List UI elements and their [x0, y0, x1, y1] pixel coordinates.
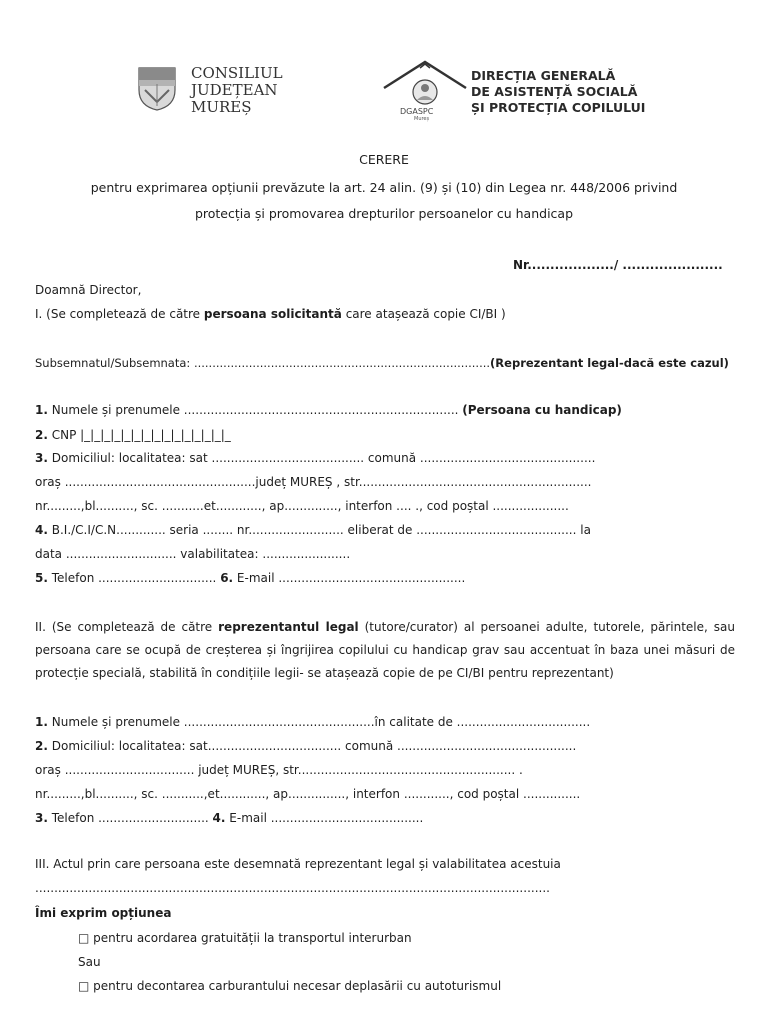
s1-address-line-3: nr.........,bl.........., sc. ...........et............, ap.............., interfon .... ., cod poștal .................... [35, 499, 569, 513]
section-2-suffix: (tutore/curator) al persoanei adulte, tutorele, părintele, sau persoana care se ocupă de creșterea și îngrijirea copilului cu handicap grav sau accentuat în baza unei măsuri de protecție specială, stabilită în condițiile legii- se atașează copie de pe CI/BI pentru reprezentant) [35, 620, 735, 680]
s1-address-label: Domiciliul: localitatea: sat ........................................ comună .............................................. [47, 451, 596, 465]
s1-id-date-line: data ............................. valabilitatea: ....................... [35, 547, 351, 561]
s2-name-label: Numele și prenumele ..................................................în calitate de ................................... [47, 715, 591, 729]
council-line-2: JUDEȚEAN [191, 81, 278, 99]
dgaspc-logo-sub: Mureș [414, 116, 430, 122]
s1-field-number-5: 5. [35, 571, 48, 585]
dgaspc-name [471, 68, 645, 116]
council-name [191, 65, 283, 116]
s2-address-label: Domiciliul: localitatea: sat................................... comună ............................................... [47, 739, 577, 753]
subsemnatul-note: (Reprezentant legal-dacă este cazul) [490, 356, 729, 370]
s1-field-number-3: 3. [35, 451, 48, 465]
dgaspc-logo [380, 58, 470, 122]
section-2-bold: reprezentantul legal [218, 620, 359, 634]
document-subtitle-line-2: protecția și promovarea drepturilor persoanelor cu handicap [194, 206, 574, 221]
s2-address-line-2: oraș .................................. județ MUREȘ, str......................................................... . [35, 763, 523, 777]
section-2-prefix: II. (Se completează de către [35, 620, 219, 634]
dgaspc-logo-text: DGASPC [400, 107, 434, 116]
section-2-heading [35, 616, 735, 685]
dgaspc-line-1: DIRECȚIA GENERALĂ [471, 68, 616, 83]
s1-field-number-4: 4. [35, 523, 48, 537]
section-1-prefix: I. (Se completează de către [35, 307, 204, 321]
s2-contact-field [35, 811, 423, 825]
s1-id-field [35, 523, 591, 537]
registry-number: Nr.................../ ...................... [513, 258, 723, 272]
section-1-heading [35, 307, 506, 321]
section-1-suffix: care atașează copie CI/BI ) [341, 307, 506, 321]
s1-address-line-2: oraș ..................................................județ MUREȘ , str............................................................. [35, 475, 592, 489]
s1-contact-field [35, 571, 465, 585]
s2-address-field [35, 739, 576, 753]
s1-cnp-field [35, 428, 231, 442]
s1-id-label: B.I./C.I/C.N............. seria ........ nr......................... eliberat de .......................................... la [47, 523, 591, 537]
s2-name-field [35, 715, 590, 729]
s1-cnp-label: CNP |_|_|_|_|_|_|_|_|_|_|_|_|_|_|_ [47, 428, 231, 442]
s2-address-line-3: nr.........,bl.........., sc. ...........,et............, ap..............., interfon ............, cod poștal ............... [35, 787, 581, 801]
option-or: Sau [78, 955, 101, 969]
s1-field-number-1: 1. [35, 403, 48, 417]
section-3-dots: ....................................................................................................................................... [35, 881, 550, 895]
option-fuel[interactable]: □ pentru decontarea carburantului necesar deplasării cu autoturismul [78, 979, 502, 993]
council-line-1: CONSILIUL [191, 64, 283, 82]
subsemnatul-field [35, 356, 729, 370]
section-1-bold: persoana solicitantă [203, 307, 342, 321]
s2-field-number-2: 2. [35, 739, 48, 753]
s1-name-field [35, 403, 622, 417]
s2-email-label: E-mail ........................................ [225, 811, 424, 825]
s2-field-number-4: 4. [212, 811, 226, 825]
coat-of-arms-icon [137, 66, 177, 112]
s1-field-number-6: 6. [220, 571, 234, 585]
subsemnatul-label: Subsemnatul/Subsemnata: ................................................................................. [35, 356, 491, 370]
option-title: Îmi exprim opțiunea [35, 906, 172, 920]
option-transport[interactable]: □ pentru acordarea gratuității la transportul interurban [78, 931, 412, 945]
document-title: CERERE [359, 152, 409, 167]
dgaspc-line-3: ȘI PROTECȚIA COPILULUI [471, 100, 646, 115]
s1-address-field [35, 451, 595, 465]
s1-name-label: Numele și prenumele ........................................................................ [47, 403, 463, 417]
s1-name-note: (Persoana cu handicap) [462, 403, 622, 417]
s1-email-label: E-mail ................................................. [233, 571, 466, 585]
salutation: Doamnă Director, [35, 283, 142, 297]
section-3-heading: III. Actul prin care persoana este desemnată reprezentant legal și valabilitatea acestuia [35, 857, 561, 871]
s2-phone-label: Telefon ............................. [47, 811, 213, 825]
council-line-3: MUREȘ [191, 98, 252, 116]
s2-field-number-1: 1. [35, 715, 48, 729]
s2-field-number-3: 3. [35, 811, 48, 825]
s1-phone-label: Telefon ............................... [47, 571, 221, 585]
document-subtitle-line-1: pentru exprimarea opțiunii prevăzute la art. 24 alin. (9) și (10) din Legea nr. 448/2006 privind [90, 180, 678, 195]
dgaspc-line-2: DE ASISTENȚĂ SOCIALĂ [471, 84, 638, 99]
council-logo [137, 66, 177, 112]
s1-field-number-2: 2. [35, 428, 48, 442]
